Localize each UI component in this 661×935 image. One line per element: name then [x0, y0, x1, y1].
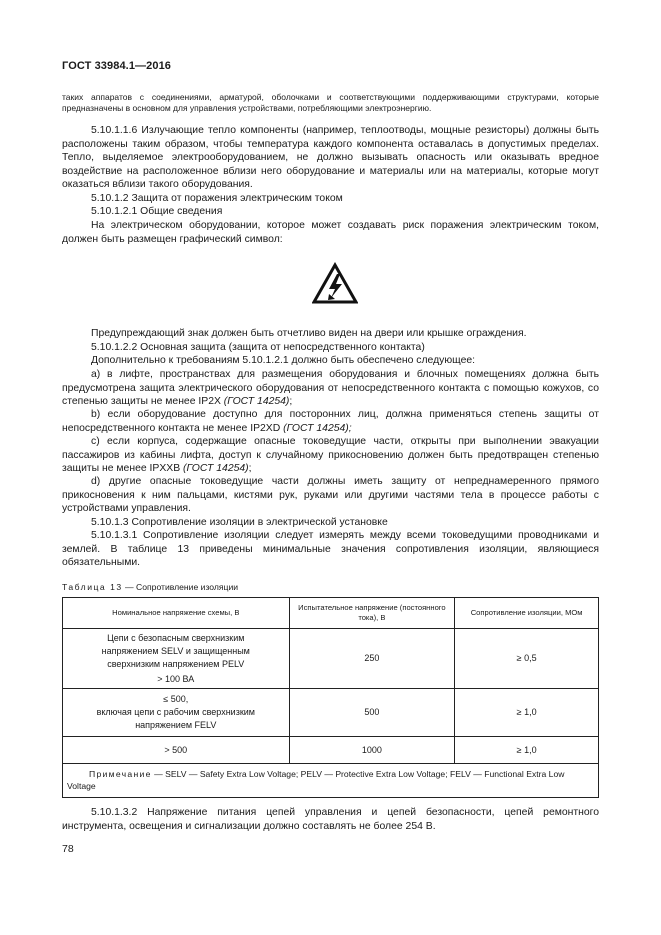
table-cell: 250 — [289, 629, 455, 689]
table-note-row — [63, 764, 599, 798]
heading-5-10-1-2-2: 5.10.1.2.2 Основная защита (защита от непосредственного контакта) — [91, 342, 425, 353]
paragraph-additional-requirements: Дополнительно к требованиям 5.10.1.2.1 должно быть обеспечено следующее: — [91, 355, 476, 366]
table-header-cell: Сопротивление изоляции, МОм — [455, 598, 599, 629]
document-header: ГОСТ 33984.1—2016 — [62, 60, 172, 72]
heading-5-10-1-2: 5.10.1.2 Защита от поражения электрическим током — [91, 193, 343, 204]
heading-5-10-1-3: 5.10.1.3 Сопротивление изоляции в электрической установке — [91, 517, 388, 528]
table-header-row — [63, 598, 599, 629]
table-row — [63, 689, 599, 737]
table-cell: ≤ 500, включая цепи с рабочим сверхнизким напряжением FELV — [63, 689, 290, 737]
list-item-c: c) если корпуса, содержащие опасные токоведущие части, открыты при выполнении эвакуации пассажиров из кабины лифта, доступ к случайному прикосновению должен быть предотвращен степенью защиты не менее IPXXB (ГОСТ 14254); — [62, 436, 599, 475]
high-voltage-warning-icon — [312, 262, 358, 304]
table-cell: > 500 — [63, 737, 290, 764]
list-item-b: b) если оборудование доступно для посторонних лиц, должна применяться степень защиты от непосредственного контакта не менее IP2XD (ГОСТ 14254); — [62, 409, 599, 434]
table-cell: ≥ 1,0 — [455, 737, 599, 764]
table-cell: ≥ 0,5 — [455, 629, 599, 689]
table-cell: ≥ 1,0 — [455, 689, 599, 737]
table-note: Примечание — SELV — Safety Extra Low Voltage; PELV — Protective Extra Low Voltage; FELV — Functional Extra Low Voltage — [63, 764, 599, 798]
table-header-cell: Номинальное напряжение схемы, В — [63, 598, 290, 629]
paragraph-5-10-1-1-6: 5.10.1.1.6 Излучающие тепло компоненты (например, теплоотводы, мощные резисторы) должны быть расположены таким образом, чтобы температура каждого компонента оставалась в допустимых пределах. Тепло, выделяемое электрооборудованием, не должно вызывать опасность или оказывать вредное воздействие на расположенное вблизи него оборудование и материалы или на материалы, которые могут оказаться вблизи такого оборудования. — [62, 125, 599, 191]
paragraph-continuation: таких аппаратов с соединениями, арматурой, оболочками и соответствующими поддерживающими структурами, которые предназначены в основном для управления устройствами, потребляющими электроэнергию. — [62, 92, 599, 113]
table-row — [63, 737, 599, 764]
paragraph-general-info: На электрическом оборудовании, которое может создавать риск поражения электрическим током, должен быть размещен графический символ: — [62, 220, 599, 245]
page-number: 78 — [62, 843, 74, 855]
table-cell: Цепи с безопасным сверхнизким напряжением SELV и защищенным сверхнизким напряжением PELV > 100 ВА — [63, 629, 290, 689]
heading-5-10-1-2-1: 5.10.1.2.1 Общие сведения — [91, 206, 223, 217]
table-cell: 1000 — [289, 737, 455, 764]
table-caption: Таблица 13 — Сопротивление изоляции — [62, 582, 239, 592]
table-header-cell: Испытательное напряжение (постоянного тока), В — [289, 598, 455, 629]
paragraph-warning-sign: Предупреждающий знак должен быть отчетливо виден на двери или крышке ограждения. — [91, 328, 527, 339]
table-row — [63, 629, 599, 689]
paragraph-5-10-1-3-2: 5.10.1.3.2 Напряжение питания цепей управления и цепей безопасности, цепей ремонтного инструмента, освещения и сигнализации должно составлять не более 254 В. — [62, 807, 599, 832]
list-item-a: а) в лифте, пространствах для размещения оборудования и блочных помещениях должна быть предусмотрена защита электрического оборудования от непосредственного контакта с помощью кожухов, со степенью защиты не менее IP2X (ГОСТ 14254); — [62, 369, 599, 408]
list-item-d: d) другие опасные токоведущие части должны иметь защиту от непреднамеренного прямого прикосновения к ним пальцами, кистями рук, руками или другими частями тела в процессе работы с устройствами управления. — [62, 476, 599, 515]
insulation-resistance-table — [62, 597, 599, 798]
table-cell: 500 — [289, 689, 455, 737]
paragraph-5-10-1-3-1: 5.10.1.3.1 Сопротивление изоляции следует измерять между всеми токоведущими проводниками и землей. В таблице 13 приведены минимальные значения сопротивления изоляции, являющиеся обязательными. — [62, 530, 599, 569]
